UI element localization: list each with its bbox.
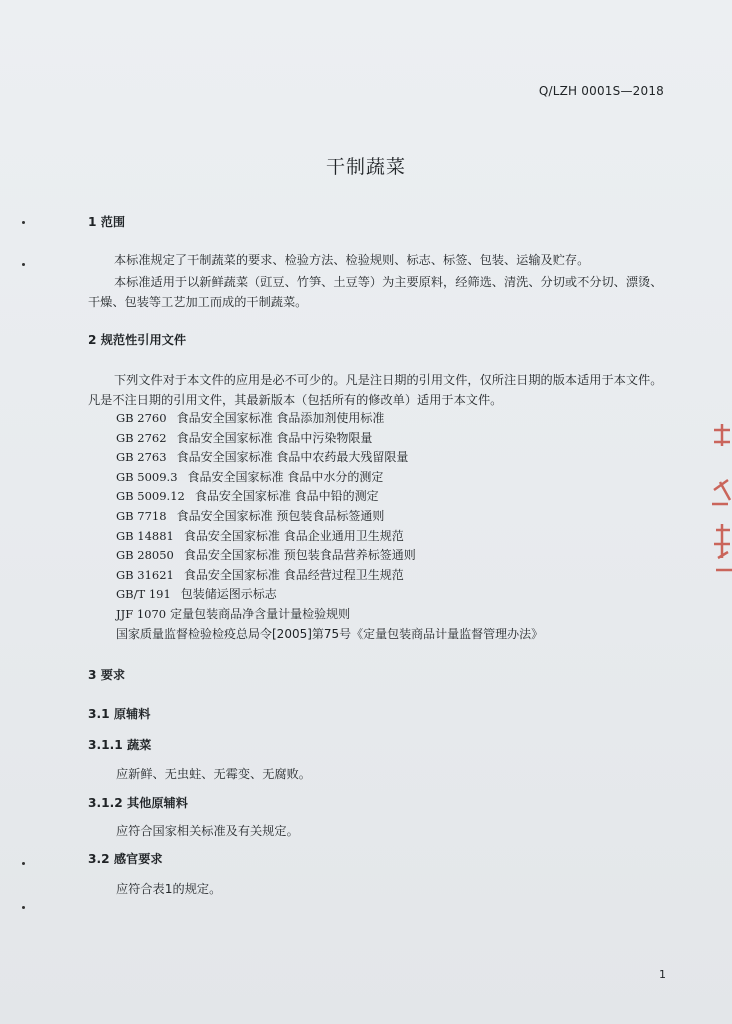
subsection-heading: 3.2 感官要求 — [88, 852, 163, 866]
list-item: GB 7718 食品安全国家标准 预包装食品标签通则 — [116, 508, 385, 523]
paragraph: 本标准适用于以新鲜蔬菜（豇豆、竹笋、土豆等）为主要原料，经筛选、清洗、分切或不分切、漂烫、干燥、包装等工艺加工而成的干制蔬菜。 — [88, 275, 663, 309]
margin-mark — [22, 862, 25, 865]
list-item: GB 31621 食品安全国家标准 食品经营过程卫生规范 — [116, 567, 404, 582]
list-item: GB 5009.3 食品安全国家标准 食品中水分的测定 — [116, 469, 384, 484]
body-text: 应符合表1的规定。 — [116, 882, 222, 896]
section-heading-scope: 1 范围 — [88, 215, 126, 229]
paragraph: 本标准规定了干制蔬菜的要求、检验方法、检验规则、标志、标签、包装、运输及贮存。 — [114, 253, 590, 267]
list-item: GB 5009.12 食品安全国家标准 食品中铅的测定 — [116, 489, 379, 504]
paragraph: 下列文件对于本文件的应用是必不可少的。凡是注日期的引用文件，仅所注日期的版本适用于本文件。凡是不注日期的引用文件，其最新版本（包括所有的修改单）适用于本文件。 — [88, 373, 663, 407]
subsection-heading: 3.1.2 其他原辅料 — [88, 796, 188, 810]
margin-mark — [22, 221, 25, 224]
list-item: GB/T 191 包装储运图示标志 — [116, 587, 277, 602]
list-item: 国家质量监督检验检疫总局令[2005]第75号《定量包装商品计量监督管理办法》 — [116, 626, 544, 641]
margin-mark — [22, 906, 25, 909]
standard-code: Q/LZH 0001S—2018 — [538, 84, 664, 98]
list-item: GB 14881 食品安全国家标准 食品企业通用卫生规范 — [116, 528, 404, 543]
list-item: GB 2760 食品安全国家标准 食品添加剂使用标准 — [116, 411, 385, 425]
body-text: 应符合国家相关标准及有关规定。 — [116, 824, 299, 838]
list-item: GB 2763 食品安全国家标准 食品中农药最大残留限量 — [116, 450, 409, 465]
list-item: GB 2762 食品安全国家标准 食品中污染物限量 — [116, 430, 373, 445]
body-text: 应新鲜、无虫蛀、无霉变、无腐败。 — [116, 767, 311, 781]
page-title: 干制蔬菜 — [325, 156, 406, 178]
subsection-heading: 3.1.1 蔬菜 — [88, 738, 152, 752]
section-heading-references: 2 规范性引用文件 — [88, 333, 187, 347]
seal-stamp-icon — [700, 420, 732, 580]
list-item: JJF 1070 定量包装商品净含量计量检验规则 — [116, 606, 351, 621]
section-heading-requirements: 3 要求 — [88, 668, 126, 682]
margin-mark — [22, 263, 25, 266]
list-item: GB 28050 食品安全国家标准 预包装食品营养标签通则 — [116, 548, 416, 563]
subsection-heading: 3.1 原辅料 — [88, 707, 151, 721]
reference-list — [116, 409, 543, 644]
page-number: 1 — [659, 968, 666, 981]
